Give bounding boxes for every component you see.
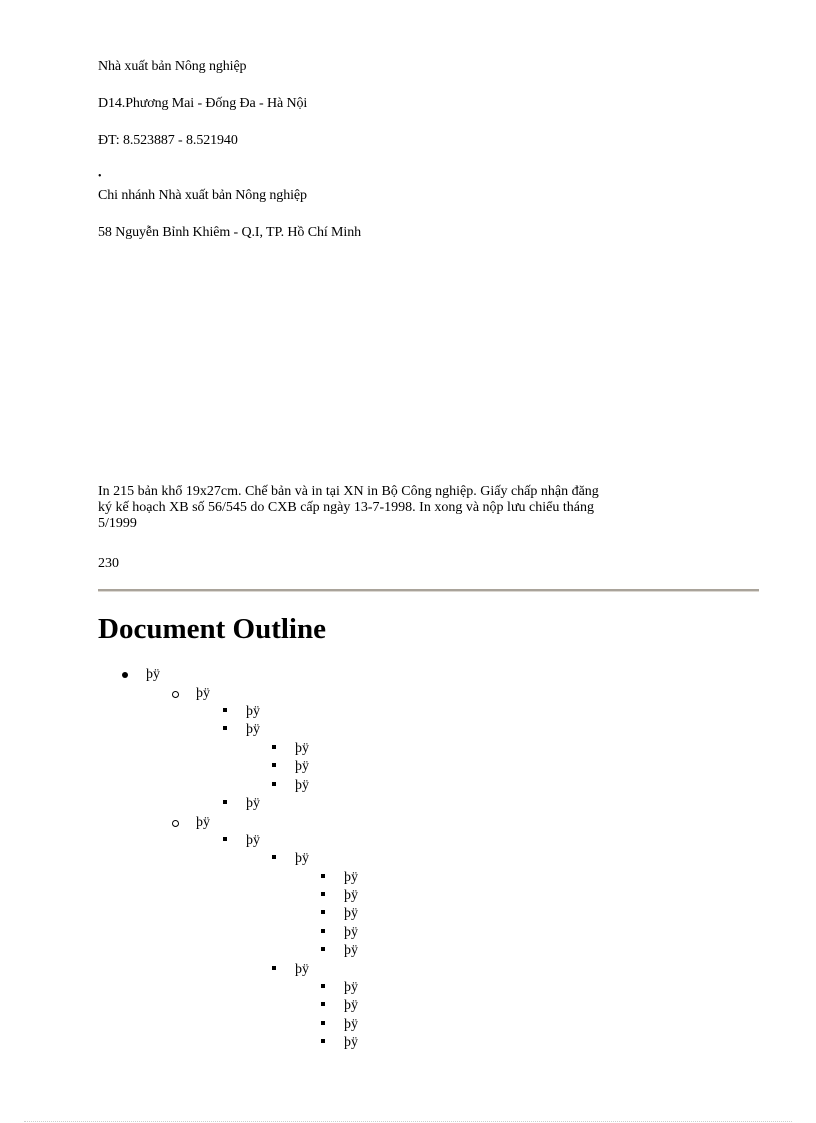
- outline-item-label[interactable]: þÿ: [295, 962, 309, 977]
- colophon-text: In 215 bản khổ 19x27cm. Chế bản và in tại XN in Bộ Công nghiệp. Giấy chấp nhận đăng ký kế hoạch XB số 56/545 do CXB cấp ngày 13-7-1998. In xong và nộp lưu chiểu tháng 5/1999: [98, 484, 599, 531]
- outline-item-label[interactable]: þÿ: [246, 704, 260, 719]
- publisher-name: Nhà xuất bản Nông nghiệp: [98, 59, 247, 74]
- outline-item-label[interactable]: þÿ: [295, 759, 309, 774]
- outline-item-label[interactable]: þÿ: [295, 741, 309, 756]
- outline-item[interactable]: [196, 685, 210, 703]
- branch-name: Chi nhánh Nhà xuất bản Nông nghiệp: [98, 188, 307, 203]
- square-bullet-icon: [272, 782, 276, 786]
- page-bottom-divider: [24, 1121, 792, 1122]
- square-bullet-icon: [223, 708, 227, 712]
- square-bullet-icon: [272, 763, 276, 767]
- square-bullet-icon: [272, 745, 276, 749]
- outline-item-label[interactable]: þÿ: [344, 1035, 358, 1050]
- outline-item-label[interactable]: þÿ: [246, 722, 260, 737]
- outline-item-label[interactable]: þÿ: [344, 980, 358, 995]
- square-bullet-icon: [321, 929, 325, 933]
- outline-item[interactable]: [246, 721, 260, 739]
- outline-item[interactable]: [295, 758, 309, 776]
- square-bullet-icon: [321, 984, 325, 988]
- outline-item[interactable]: [246, 795, 260, 813]
- outline-item[interactable]: [344, 869, 358, 887]
- outline-item[interactable]: [344, 887, 358, 905]
- circle-bullet-icon: [172, 820, 179, 827]
- page-number: 230: [98, 556, 119, 571]
- square-bullet-icon: [321, 874, 325, 878]
- outline-item[interactable]: [344, 1034, 358, 1052]
- outline-item-label[interactable]: þÿ: [344, 888, 358, 903]
- outline-item-label[interactable]: þÿ: [295, 851, 309, 866]
- outline-item-label[interactable]: þÿ: [246, 796, 260, 811]
- outline-item-label[interactable]: þÿ: [295, 778, 309, 793]
- publisher-phone: ĐT: 8.523887 - 8.521940: [98, 133, 238, 148]
- outline-item-label[interactable]: þÿ: [344, 1017, 358, 1032]
- square-bullet-icon: [272, 966, 276, 970]
- outline-item[interactable]: [196, 814, 210, 832]
- outline-item[interactable]: [146, 666, 160, 684]
- square-bullet-icon: [272, 855, 276, 859]
- outline-item-label[interactable]: þÿ: [344, 870, 358, 885]
- outline-item[interactable]: [295, 740, 309, 758]
- bullet-icon: •: [98, 171, 102, 182]
- square-bullet-icon: [321, 947, 325, 951]
- outline-item[interactable]: [295, 777, 309, 795]
- square-bullet-icon: [321, 1021, 325, 1025]
- outline-item-label[interactable]: þÿ: [344, 906, 358, 921]
- outline-item[interactable]: [246, 832, 260, 850]
- outline-item-label[interactable]: þÿ: [344, 925, 358, 940]
- square-bullet-icon: [321, 1002, 325, 1006]
- outline-item[interactable]: [344, 997, 358, 1015]
- outline-item[interactable]: [295, 961, 309, 979]
- outline-item[interactable]: [344, 942, 358, 960]
- square-bullet-icon: [321, 910, 325, 914]
- square-bullet-icon: [223, 726, 227, 730]
- outline-item-label[interactable]: þÿ: [196, 815, 210, 830]
- outline-item[interactable]: [344, 979, 358, 997]
- square-bullet-icon: [321, 1039, 325, 1043]
- square-bullet-icon: [223, 800, 227, 804]
- outline-item-label[interactable]: þÿ: [344, 943, 358, 958]
- publisher-address: D14.Phương Mai - Đống Đa - Hà Nội: [98, 96, 308, 111]
- outline-item-label[interactable]: þÿ: [146, 667, 160, 682]
- outline-item-label[interactable]: þÿ: [246, 833, 260, 848]
- outline-item[interactable]: [344, 924, 358, 942]
- square-bullet-icon: [321, 892, 325, 896]
- horizontal-rule: [98, 589, 759, 592]
- branch-address: 58 Nguyễn Bỉnh Khiêm - Q.I, TP. Hồ Chí Minh: [98, 225, 361, 240]
- disc-bullet-icon: [122, 672, 128, 678]
- outline-title: Document Outline: [98, 613, 326, 645]
- outline-item[interactable]: [344, 1016, 358, 1034]
- outline-item[interactable]: [344, 905, 358, 923]
- outline-item[interactable]: [246, 703, 260, 721]
- square-bullet-icon: [223, 837, 227, 841]
- outline-item-label[interactable]: þÿ: [344, 998, 358, 1013]
- circle-bullet-icon: [172, 691, 179, 698]
- outline-item-label[interactable]: þÿ: [196, 686, 210, 701]
- outline-item[interactable]: [295, 850, 309, 868]
